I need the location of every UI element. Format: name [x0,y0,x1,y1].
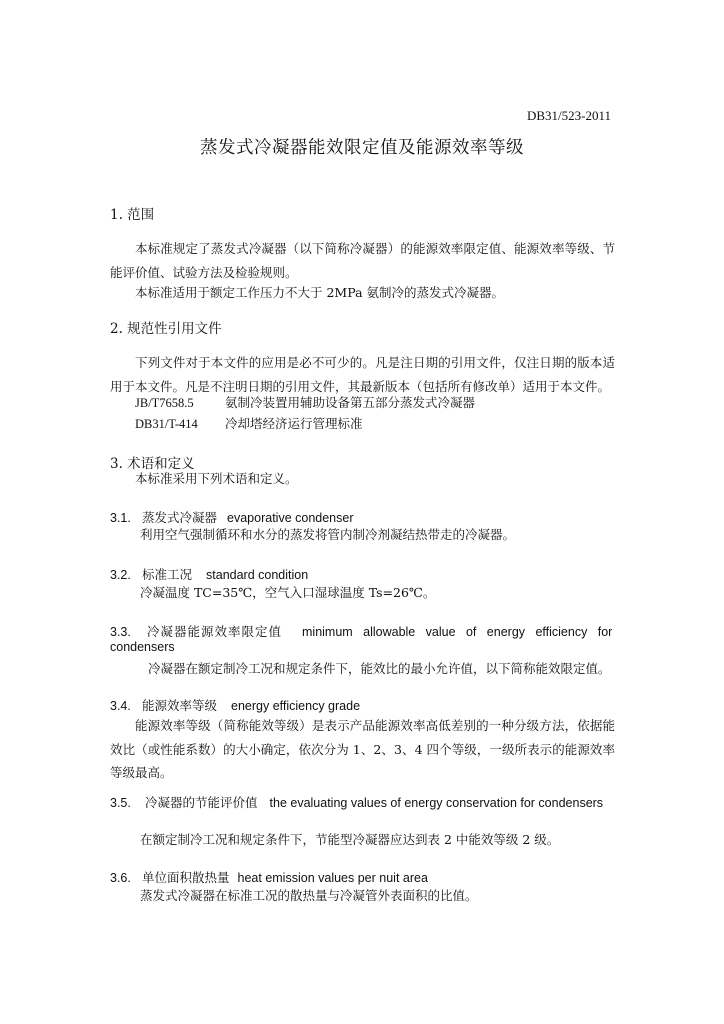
term-en: heat emission values per nuit area [237,871,428,885]
reference-item [135,393,475,411]
subsection-3-1-heading [110,508,354,526]
term-en: standard condition [206,568,309,582]
term-cn: 冷凝器的节能评价值 [145,795,258,810]
reference-code: DB31/T-414 [135,417,198,431]
term-cn: 单位面积散热量 [142,870,230,885]
subsection-number: 3.6. [110,871,131,885]
subsection-3-5-definition: 在额定制冷工况和规定条件下，节能型冷凝器应达到表 2 中能效等级 2 级。 [140,832,560,847]
subsection-3-4-heading [110,696,360,714]
subsection-3-2-heading [110,565,308,583]
section-3-intro: 本标准采用下列术语和定义。 [135,471,298,486]
section-3-heading: 3. 术语和定义 [110,456,195,472]
subsection-3-5-heading [110,793,603,811]
subsection-3-6-definition: 蒸发式冷凝器在标准工况的散热量与冷凝管外表面积的比值。 [140,888,478,903]
term-cn: 蒸发式冷凝器 [142,510,218,525]
section-2-paragraph: 下列文件对于本文件的应用是必不可少的。凡是注日期的引用文件，仅注日期的版本适用于本文件。凡是不注明日期的引用文件，其最新版本（包括所有修改单）适用于本文件。 [110,355,615,394]
subsection-3-1-definition: 利用空气强制循环和水分的蒸发将管内制冷剂凝结热带走的冷凝器。 [140,527,516,542]
reference-title: 冷却塔经济运行管理标准 [225,416,363,431]
subsection-3-2-definition: 冷凝温度 TC=35℃，空气入口湿球温度 Ts=26℃。 [140,585,436,600]
subsection-3-3-definition: 冷凝器在额定制冷工况和规定条件下，能效比的最小允许值，以下简称能效限定值。 [148,661,611,676]
subsection-number: 3.2. [110,568,131,582]
document-code: DB31/523-2011 [526,108,611,123]
subsection-3-4-definition: 能源效率等级（简称能效等级）是表示产品能源效率高低差别的一种分级方法，依据能效比（或性能系数）的大小确定，依次分为 1、2、3、4 四个等级，一级所表示的能源效率等级最高。 [110,718,615,780]
document-title: 蒸发式冷凝器能效限定值及能源效率等级 [200,138,524,158]
section-1-paragraph-2: 本标准适用于额定工作压力不大于 2MPa 氨制冷的蒸发式冷凝器。 [135,285,505,300]
term-cn: 标准工况 [142,567,193,582]
subsection-3-6-heading [110,868,428,886]
reference-code: JB/T7658.5 [135,396,194,410]
subsection-number: 3.4. [110,699,131,713]
section-1-heading: 1. 范围 [110,207,155,223]
term-en: minimum allowable value of energy efficiency for [302,625,613,639]
term-en: the evaluating values of energy conservation for condensers [269,796,604,810]
section-2-heading: 2. 规范性引用文件 [110,321,222,337]
subsection-3-3-heading [110,622,615,640]
term-en: evaporative condenser [227,511,354,525]
term-cn: 能源效率等级 [142,698,218,713]
subsection-number: 3.5. [110,796,131,810]
section-1-paragraph-1: 本标准规定了蒸发式冷凝器（以下简称冷凝器）的能源效率限定值、能源效率等级、节能评价值、试验方法及检验规则。 [110,241,615,280]
term-cn: 冷凝器能源效率限定值 [147,624,283,639]
subsection-number: 3.3. [110,625,131,639]
reference-item [135,414,363,432]
term-en: energy efficiency grade [231,699,361,713]
term-en-continued: condensers [110,640,175,654]
subsection-number: 3.1. [110,511,131,525]
reference-title: 氨制冷装置用辅助设备第五部分蒸发式冷凝器 [225,395,476,410]
